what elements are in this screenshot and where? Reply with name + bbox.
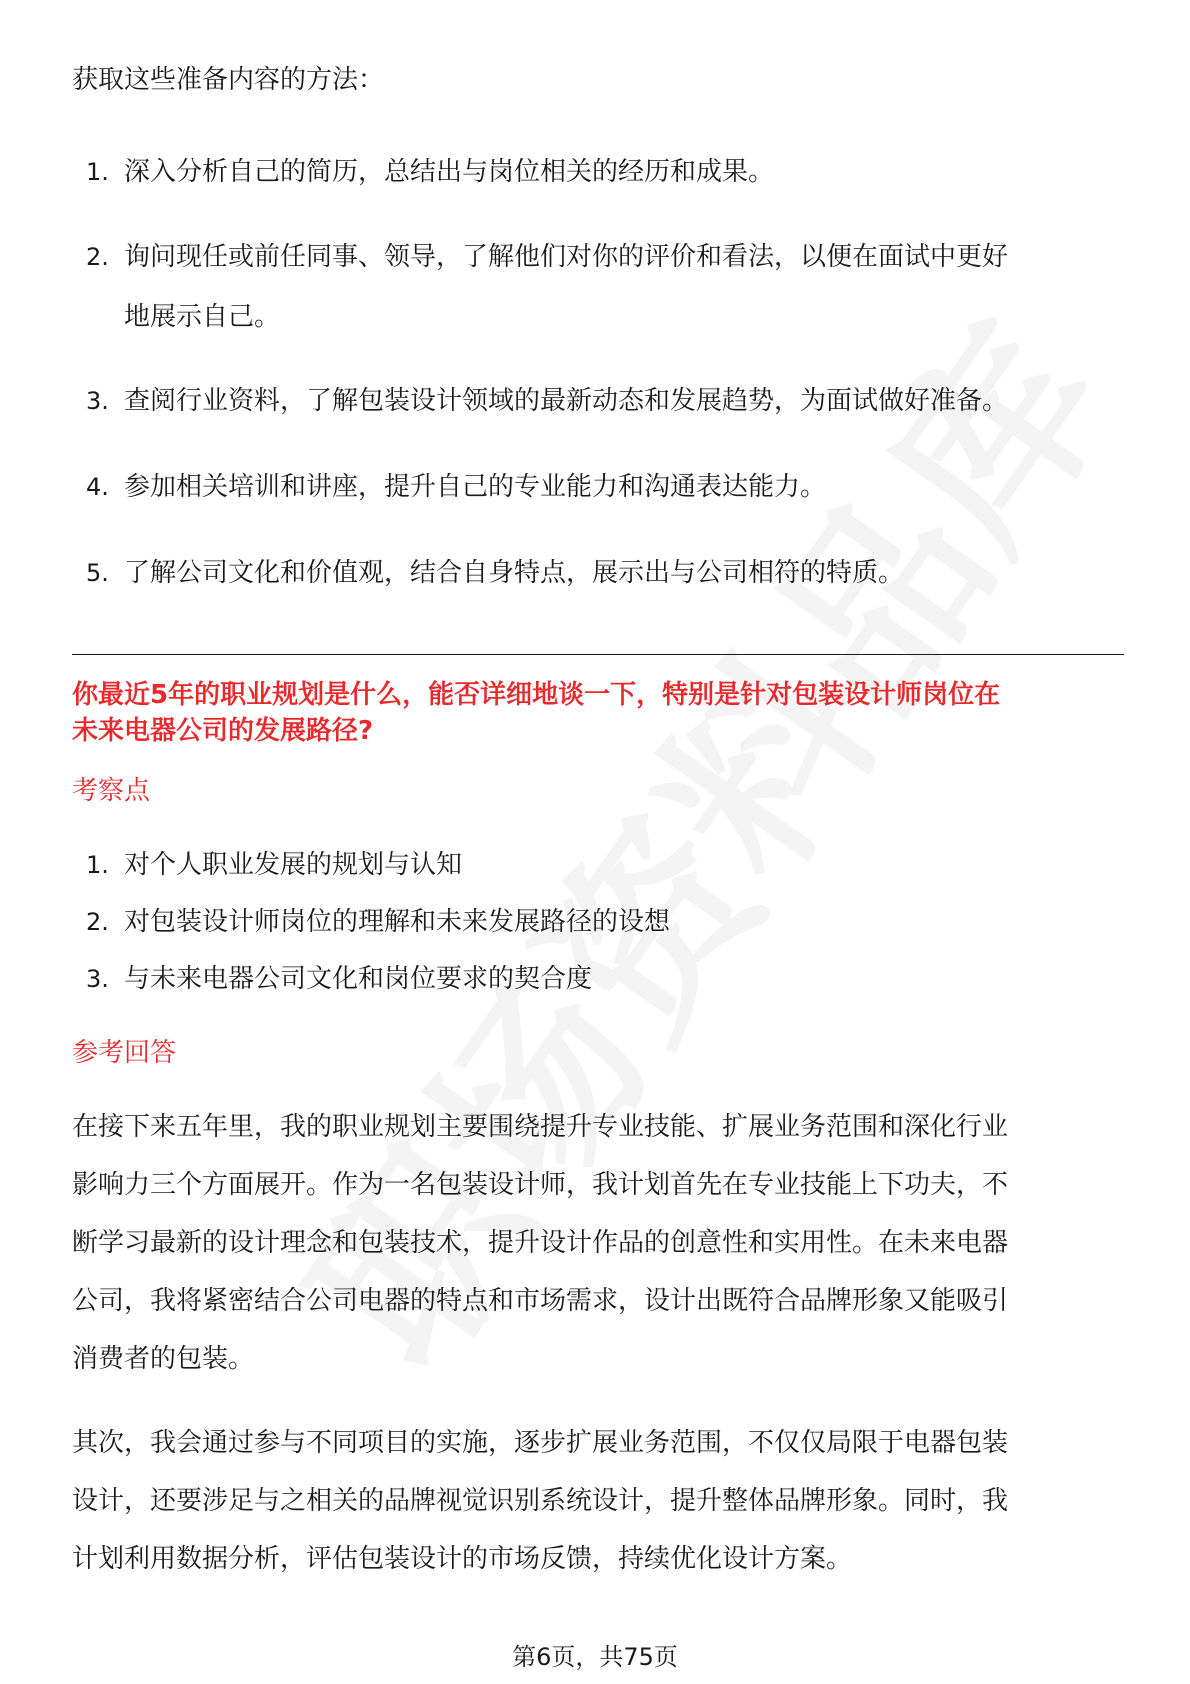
paragraph-line: 设计，还要涉足与之相关的品牌视觉识别系统设计，提升整体品牌形象。同时，我 — [72, 1486, 1009, 1516]
list-number: 3. — [86, 965, 109, 993]
list-text: 深入分析自己的简历，总结出与岗位相关的经历和成果。 — [124, 157, 775, 187]
list-number: 2. — [86, 243, 109, 271]
list-text: 地展示自己。 — [124, 302, 281, 332]
list-number: 1. — [86, 851, 109, 879]
intro-text: 获取这些准备内容的方法： — [72, 65, 385, 95]
list-number: 4. — [86, 473, 109, 501]
list-number: 2. — [86, 908, 109, 936]
paragraph-line: 在接下来五年里，我的职业规划主要围绕提升专业技能、扩展业务范围和深化行业 — [72, 1112, 1009, 1142]
question-line: 你最近5年的职业规划是什么，能否详细地谈一下，特别是针对包装设计师岗位在 — [72, 680, 1001, 710]
question-line: 未来电器公司的发展路径? — [72, 716, 374, 746]
page-footer: 第6页，共75页 — [512, 1643, 678, 1671]
list-text: 对个人职业发展的规划与认知 — [124, 850, 463, 880]
list-number: 1. — [86, 158, 109, 186]
divider — [72, 654, 1124, 655]
list-text: 了解公司文化和价值观，结合自身特点，展示出与公司相符的特质。 — [124, 558, 905, 588]
list-number: 3. — [86, 387, 109, 415]
list-number: 5. — [86, 559, 109, 587]
list-text: 询问现任或前任同事、领导，了解他们对你的评价和看法，以便在面试中更好 — [124, 242, 1009, 272]
list-text: 与未来电器公司文化和岗位要求的契合度 — [124, 964, 593, 994]
paragraph-line: 影响力三个方面展开。作为一名包装设计师，我计划首先在专业技能上下功夫，不 — [72, 1170, 1009, 1200]
answer-heading: 参考回答 — [72, 1038, 177, 1068]
paragraph-line: 消费者的包装。 — [72, 1344, 255, 1374]
list-text: 查阅行业资料，了解包装设计领域的最新动态和发展趋势，为面试做好准备。 — [124, 386, 1009, 416]
list-text: 参加相关培训和讲座，提升自己的专业能力和沟通表达能力。 — [124, 472, 827, 502]
paragraph-line: 断学习最新的设计理念和包装技术，提升设计作品的创意性和实用性。在未来电器 — [72, 1228, 1009, 1258]
paragraph-line: 公司，我将紧密结合公司电器的特点和市场需求，设计出既符合品牌形象又能吸引 — [72, 1286, 1009, 1316]
list-text: 对包装设计师岗位的理解和未来发展路径的设想 — [124, 907, 671, 937]
paragraph-line: 计划利用数据分析，评估包装设计的市场反馈，持续优化设计方案。 — [72, 1544, 853, 1574]
paragraph-line: 其次，我会通过参与不同项目的实施，逐步扩展业务范围，不仅仅局限于电器包装 — [72, 1428, 1009, 1458]
focus-heading: 考察点 — [72, 776, 151, 806]
